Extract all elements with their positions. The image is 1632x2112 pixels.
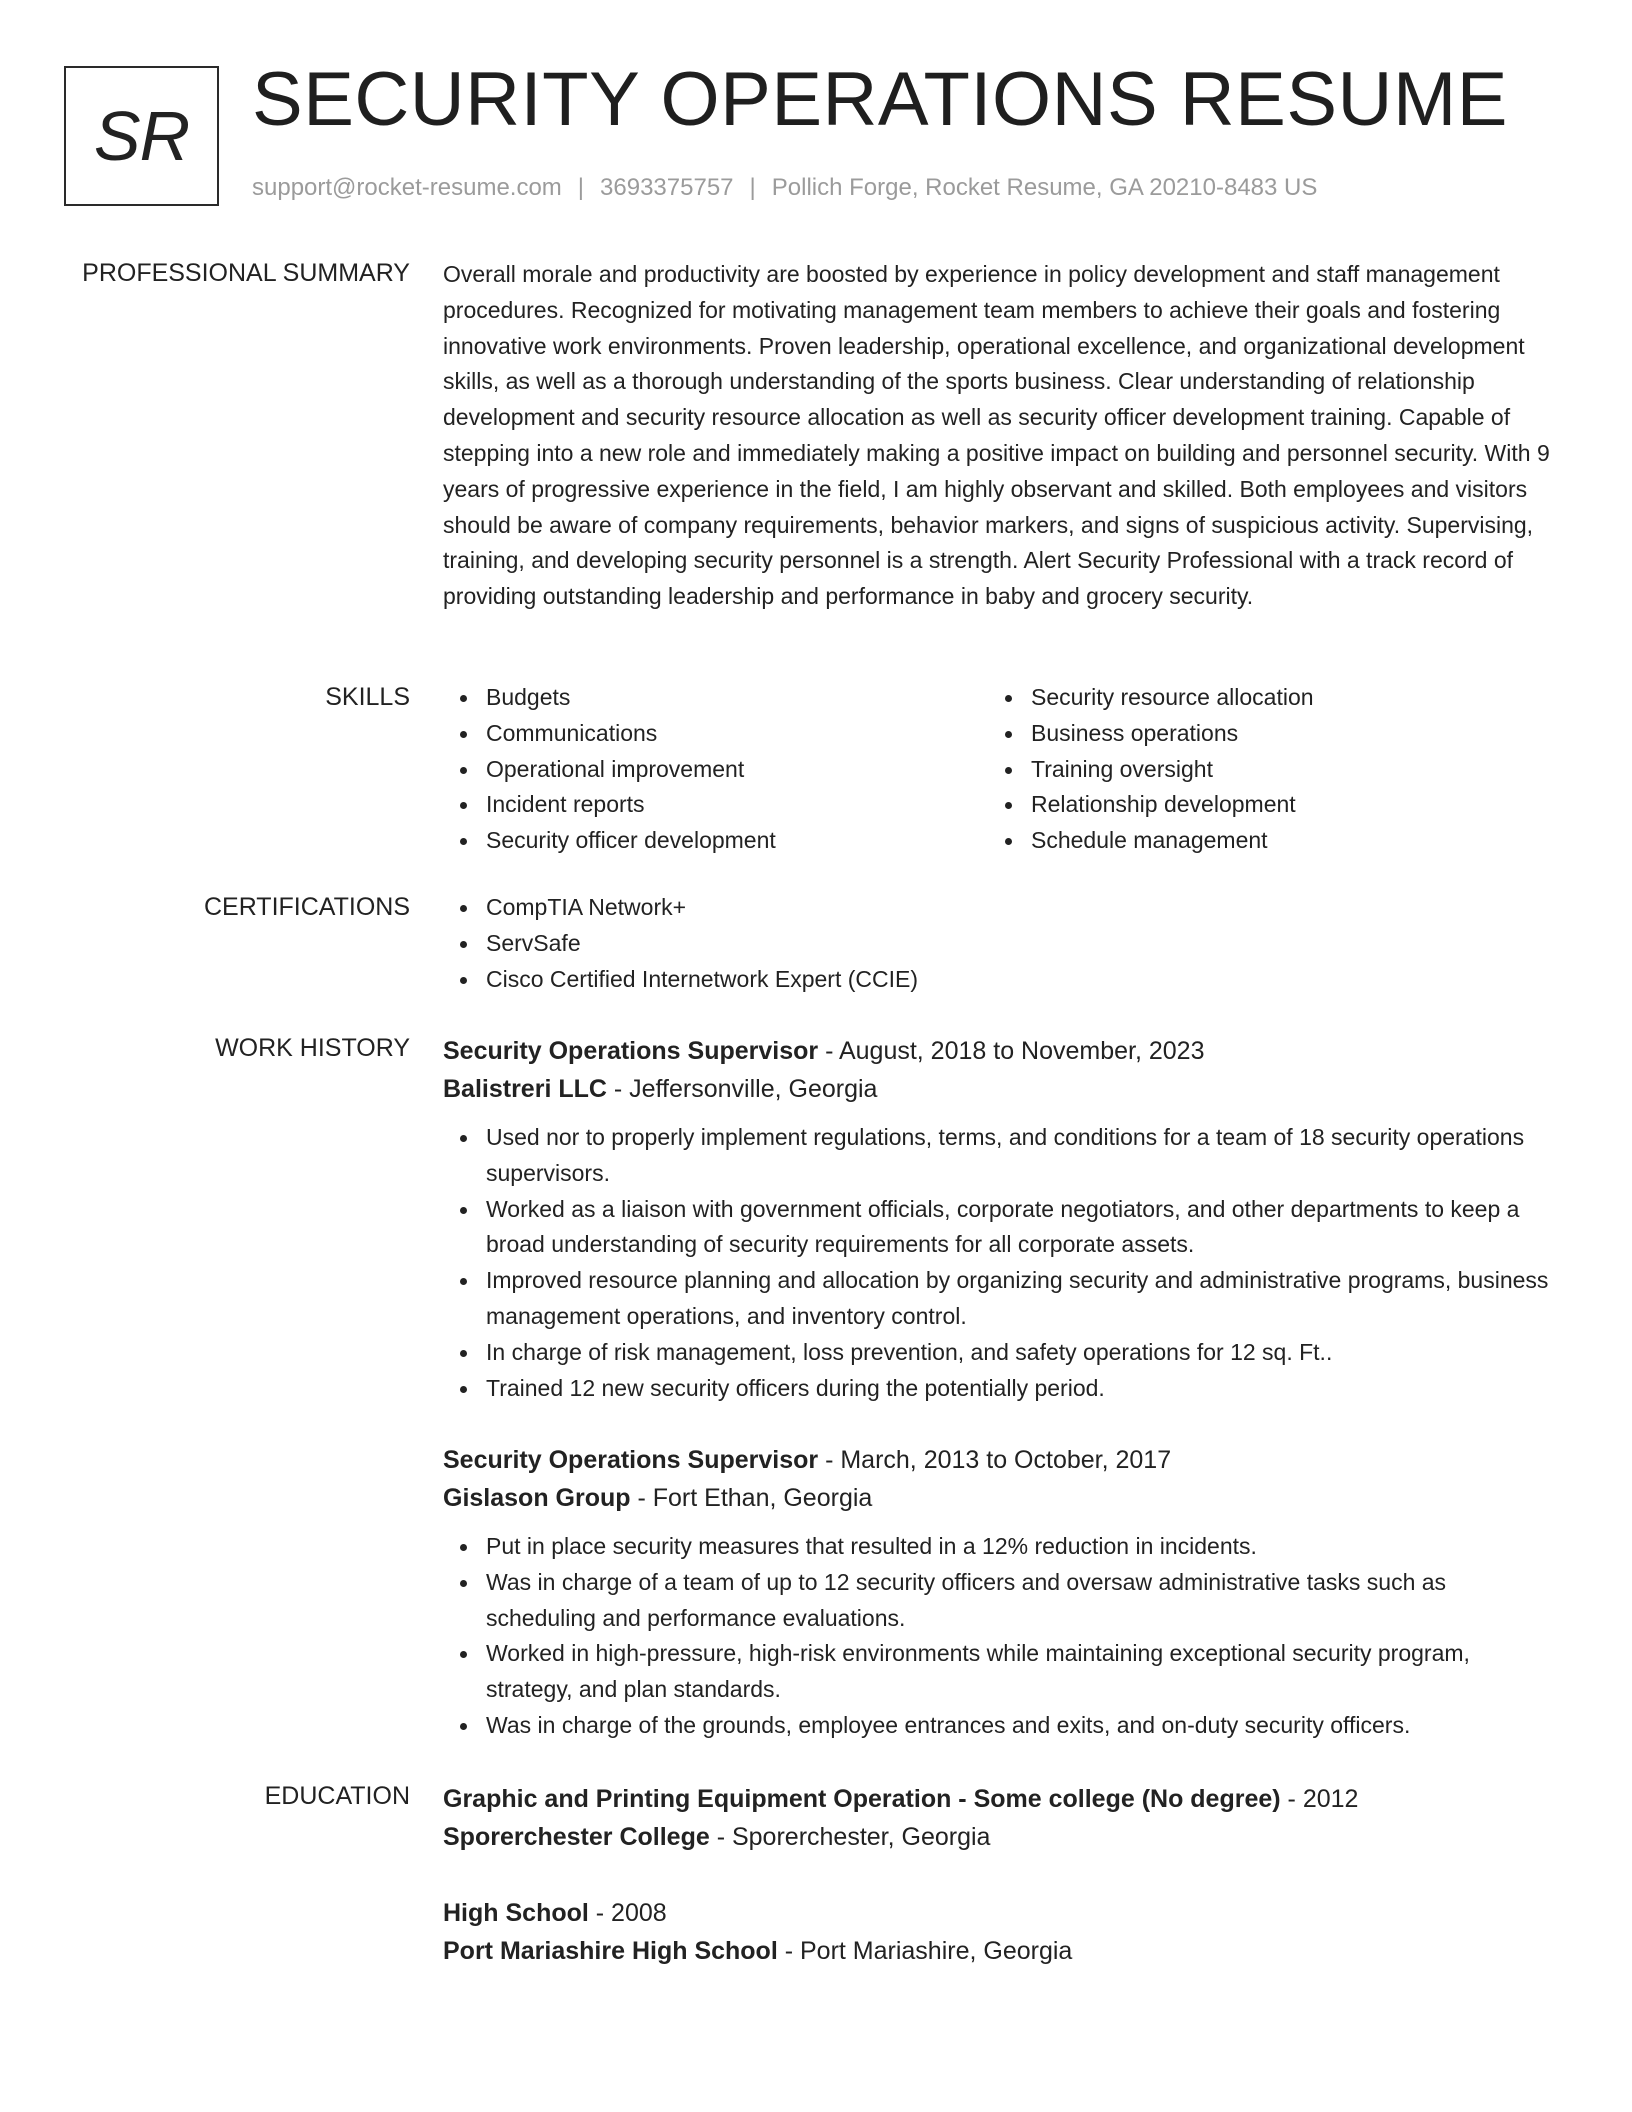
section-label-certifications: CERTIFICATIONS [203,893,410,921]
skill-item: Communications [486,716,988,752]
contact-line [252,174,1317,202]
skill-item: Relationship development [1031,787,1533,823]
education-school: Port Mariashire High School [443,1937,778,1965]
skill-item: Operational improvement [486,752,988,788]
education-degree-line [443,1894,1558,1932]
education-degree-line [443,1780,1558,1818]
resume-title: SECURITY OPERATIONS RESUME [252,57,1508,142]
skill-item: Security resource allocation [1031,680,1533,716]
job-duty-item: Improved resource planning and allocation by organizing security and administrative programs, business management operations, and inventory control. [486,1263,1558,1335]
job-company: Gislason Group [443,1484,631,1512]
section-label-education: EDUCATION [264,1782,410,1810]
education-year: - 2012 [1280,1785,1359,1813]
job-duty-item: Used nor to properly implement regulations, terms, and conditions for a team of 18 security operations supervisors. [486,1120,1558,1192]
education-school: Sporerchester College [443,1823,710,1851]
skills-grid [443,680,1558,859]
job-duty-item: Put in place security measures that resulted in a 12% reduction in incidents. [486,1529,1558,1565]
section-label-skills: SKILLS [325,683,410,711]
job-duties-list [443,1529,1558,1744]
contact-email[interactable]: support@rocket-resume.com [252,174,562,201]
job-dates: - March, 2013 to October, 2017 [818,1446,1172,1474]
section-label-summary: PROFESSIONAL SUMMARY [82,259,410,287]
skill-item: Schedule management [1031,823,1533,859]
skill-item: Budgets [486,680,988,716]
job-entry [443,1441,1558,1744]
section-label-work-history: WORK HISTORY [215,1034,410,1062]
job-company-line [443,1070,1558,1108]
contact-address: Pollich Forge, Rocket Resume, GA 20210-8483 US [771,174,1318,201]
job-location: - Jeffersonville, Georgia [606,1075,878,1103]
job-duties-list [443,1120,1558,1406]
job-duty-item: Was in charge of the grounds, employee entrances and exits, and on-duty security officers. [486,1708,1558,1744]
job-duty-item: Was in charge of a team of up to 12 security officers and oversaw administrative tasks such as scheduling and performance evaluations. [486,1565,1558,1637]
job-company: Balistreri LLC [443,1075,607,1103]
summary-text: Overall morale and productivity are boosted by experience in policy development and staff management procedures. Recognized for motivating management team members to achieve their goals and fostering innovative work environments. Proven leadership, operational excellence, and organizational development skills, as well as a thorough understanding of the sports business. Clear understanding of relationship development and security resource allocation as well as security officer development training. Capable of stepping into a new role and immediately making a positive impact on building and personnel security. With 9 years of progressive experience in the field, I am highly observant and skilled. Both employees and visitors should be aware of company requirements, behavior markers, and signs of suspicious activity. Supervising, training, and developing security personnel is a strength. Alert Security Professional with a track record of providing outstanding leadership and performance in baby and grocery security. [443,261,1550,610]
skill-item: Security officer development [486,823,988,859]
skill-item: Incident reports [486,787,988,823]
job-duty-item: Worked as a liaison with government officials, corporate negotiators, and other departments to keep a broad understanding of security requirements for all corporate assets. [486,1192,1558,1264]
job-dates: - August, 2018 to November, 2023 [818,1037,1205,1065]
education-location: - Port Mariashire, Georgia [777,1937,1073,1965]
skill-item: Business operations [1031,716,1533,752]
job-entry [443,1032,1558,1406]
certification-item: CompTIA Network+ [486,890,1558,926]
monogram-logo: SR [64,66,219,206]
job-company-line [443,1479,1558,1517]
skill-item: Training oversight [1031,752,1533,788]
certifications-block [443,890,1558,997]
certification-item: Cisco Certified Internetwork Expert (CCIE) [486,962,1558,998]
education-degree: Graphic and Printing Equipment Operation - Some college (No degree) [443,1785,1281,1813]
contact-separator: | [577,174,585,201]
education-entry [443,1894,1558,1970]
contact-separator: | [749,174,756,201]
certification-item: ServSafe [486,926,1558,962]
education-year: - 2008 [588,1899,667,1927]
skills-list-left [443,680,988,859]
education-location: - Sporerchester, Georgia [709,1823,991,1851]
education-entry [443,1780,1558,1856]
job-title: Security Operations Supervisor [443,1446,819,1474]
job-title-line [443,1032,1558,1070]
education-school-line [443,1818,1558,1856]
job-title: Security Operations Supervisor [443,1037,819,1065]
education-degree: High School [443,1899,589,1927]
job-location: - Fort Ethan, Georgia [630,1484,873,1512]
job-duty-item: In charge of risk management, loss prevention, and safety operations for 12 sq. Ft.. [486,1335,1558,1371]
skills-list-right [988,680,1533,859]
job-title-line [443,1441,1558,1479]
certifications-list [443,890,1558,997]
contact-phone[interactable]: 3693375757 [600,174,734,201]
education-school-line [443,1932,1558,1970]
job-duty-item: Trained 12 new security officers during the potentially period. [486,1371,1558,1407]
job-duty-item: Worked in high-pressure, high-risk environments while maintaining exceptional security program, strategy, and plan standards. [486,1636,1558,1708]
